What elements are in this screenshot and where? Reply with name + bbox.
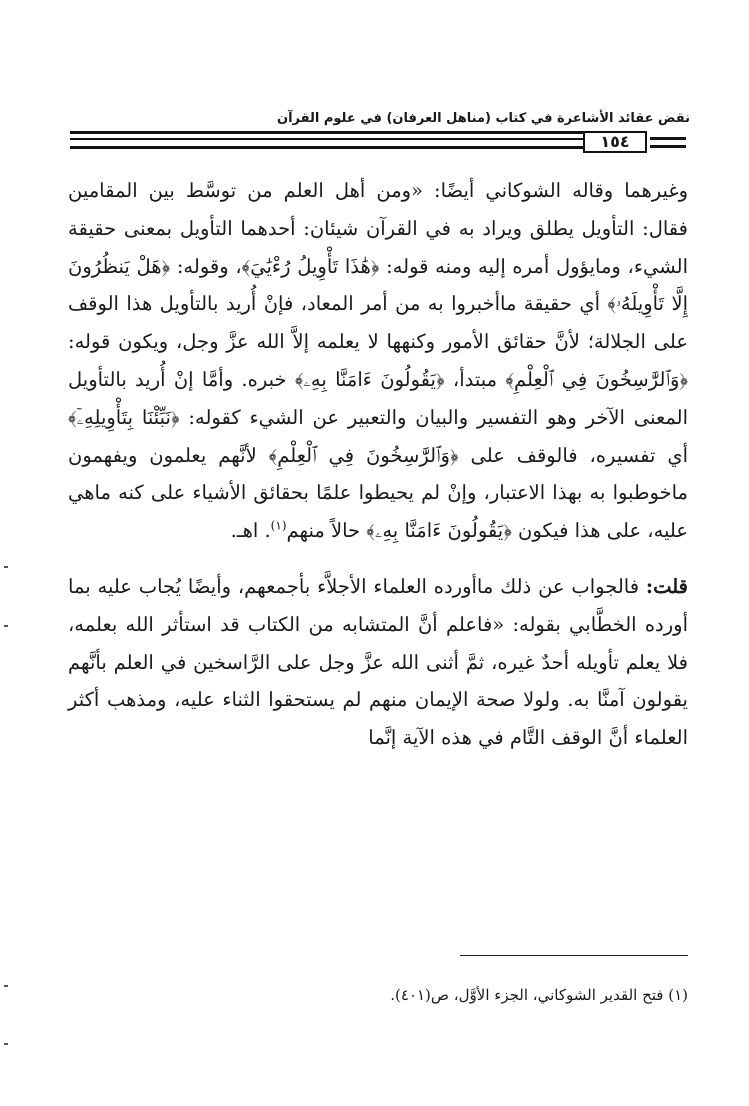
margin-mark [4,985,8,987]
paragraph-response [68,568,688,757]
header-rule-thick [70,131,583,134]
page-number-tick-lower [650,145,686,148]
paragraph-1-end: . اهـ. [230,519,271,543]
page-number: ١٥٤ [583,131,647,153]
margin-mark [4,1043,8,1045]
paragraph-1-text: وغيرهما وقاله الشوكاني أيضًا: «ومن أهل العلم من توسَّط بين المقامين فقال: التأويل يطلق ويراد به في القرآن شيئان: أحدهما التأويل بمعنى حقيقة الشيء، ومايؤول أمره إليه ومنه قوله: ﴿هَٰذَا تَأْوِيلُ رُءْيَٰيَ﴾، وقوله: ﴿هَلْ يَنظُرُونَ إِلَّا تَأْوِيلَهُۥ﴾ أي حقيقة ماأخبروا به من أمر المعاد، فإنْ أُريد بالتأويل هذا الوقف على الجلالة؛ لأنَّ حقائق الأمور وكنهها لا يعلمه إلاَّ الله عزَّ وجل، ويكون قوله: ﴿وَٱلرَّٰسِخُونَ فِي ٱلْعِلْمِ﴾ مبتدأ، ﴿يَقُولُونَ ءَامَنَّا بِهِۦ﴾ خبره. وأمَّا إنْ أُريد بالتأويل المعنى الآخر وهو التفسير والبيان والتعبير عن الشيء كقوله: ﴿نَبِّئْنَا بِتَأْوِيلِهِۦٓ﴾ أي تفسيره، فالوقف على ﴿وَٱلرَّٰسِخُونَ فِي ٱلْعِلْمِ﴾ لأنَّهم يعلمون ويفهمون ماخوطبوا به بهذا الاعتبار، وإنْ لم يحيطوا علمًا بحقائق الأشياء على كنه ماهي عليه، على هذا فيكون ﴿يَقُولُونَ ءَامَنَّا بِهِۦ﴾ حالاً منهم [68,179,688,543]
margin-mark [4,566,8,568]
footnote-reference: (١) [270,518,287,533]
main-text [68,172,688,757]
page-number-tick-upper [650,137,686,140]
paragraph-2-text: فالجواب عن ذلك ماأورده العلماء الأجلاَّء بأجمعهم، وأيضًا يُجاب عليه بما أورده الخطَّابي بقوله: «فاعلم أنَّ المتشابه من الكتاب قد استأثر الله بعلمه، فلا يعلم تأويله أحدٌ غيره، ثمَّ أثنى الله عزَّ وجل على الرَّاسخين في العلم بأنَّهم يقولون آمنَّا به. ولولا صحة الإيمان منهم لم يستحقوا الثناء عليه، ومذهب أكثر العلماء أنَّ الوقف التَّام في هذه الآية إنَّما [68,574,688,750]
margin-mark [4,625,8,627]
footnote-divider [460,955,688,956]
header-rule-thick-lower [70,146,583,149]
paragraph-quote [68,172,688,550]
footnote-text: (١) فتح القدير الشوكاني، الجزء الأوَّل، ص(٤٠١). [390,986,688,1004]
paragraph-2-lead: قلت: [645,574,688,598]
running-header: نقض عقائد الأشاعرة في كتاب (مناهل العرفان) في علوم القرآن [277,111,690,126]
header-rule-thin [70,138,583,140]
